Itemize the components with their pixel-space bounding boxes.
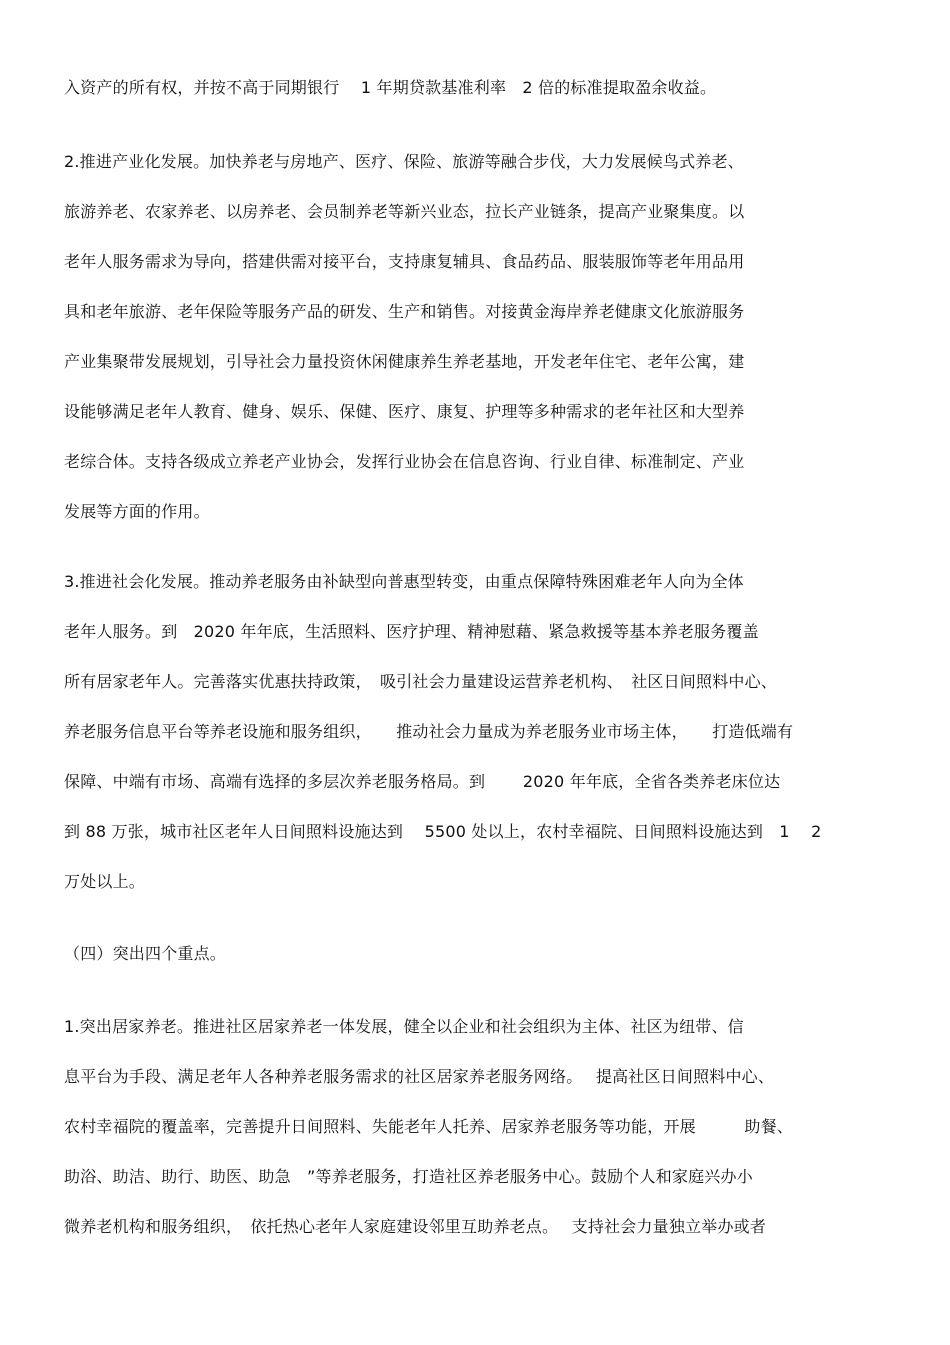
text-line: 产业集聚带发展规划，引导社会力量投资休闲健康养生养老基地，开发老年住宅、老年公寓，建 — [64, 352, 745, 371]
text-line: 保障、中端有市场、高端有选择的多层次养老服务格局。到 2020 年年底，全省各类养老床位达 — [64, 772, 781, 791]
text-line: 3.推进社会化发展。推动养老服务由补缺型向普惠型转变，由重点保障特殊困难老年人向为全体 — [64, 572, 744, 591]
text-line: 旅游养老、农家养老、以房养老、会员制养老等新兴业态，拉长产业链条，提高产业聚集度。以 — [64, 202, 745, 221]
text-line: 发展等方面的作用。 — [64, 502, 210, 521]
text-line: 助浴、助洁、助行、助医、助急 ”等养老服务，打造社区养老服务中心。鼓励个人和家庭兴办小 — [64, 1167, 753, 1186]
text-line: 2.推进产业化发展。加快养老与房地产、医疗、保险、旅游等融合步伐，大力发展候鸟式养老、 — [64, 152, 744, 171]
text-line: 养老服务信息平台等养老设施和服务组织， 推动社会力量成为养老服务业市场主体， 打造低端有 — [64, 722, 794, 741]
text-line: 微养老机构和服务组织， 依托热心老年人家庭建设邻里互助养老点。 支持社会力量独立举办或者 — [64, 1217, 767, 1236]
text-line: 1.突出居家养老。推进社区居家养老一体发展，健全以企业和社会组织为主体、社区为纽带、信 — [64, 1017, 744, 1036]
section-heading: （四）突出四个重点。 — [64, 944, 227, 963]
text-line: 入资产的所有权，并按不高于同期银行 1 年期贷款基准利率 2 倍的标准提取盈余收益。 — [64, 78, 717, 97]
text-line: 农村幸福院的覆盖率，完善提升日间照料、失能老年人托养、居家养老服务等功能，开展 助餐、 — [64, 1117, 794, 1136]
text-line: 到 88 万张，城市社区老年人日间照料设施达到 5500 处以上，农村幸福院、日间照料设施达到 1 2 — [64, 822, 822, 841]
text-line: 万处以上。 — [64, 872, 146, 891]
text-line: 所有居家老年人。完善落实优惠扶持政策， 吸引社会力量建设运营养老机构、 社区日间照料中心、 — [64, 672, 778, 691]
text-line: 息平台为手段、满足老年人各种养老服务需求的社区居家养老服务网络。 提高社区日间照料中心、 — [64, 1067, 775, 1086]
text-line: 老年人服务。到 2020 年年底，生活照料、医疗护理、精神慰藉、紧急救援等基本养老服务覆盖 — [64, 622, 759, 641]
text-line: 老综合体。支持各级成立养老产业协会，发挥行业协会在信息咨询、行业自律、标准制定、产业 — [64, 452, 745, 471]
text-line: 老年人服务需求为导向，搭建供需对接平台，支持康复辅具、食品药品、服装服饰等老年用品用 — [64, 252, 745, 271]
text-line: 具和老年旅游、老年保险等服务产品的研发、生产和销售。对接黄金海岸养老健康文化旅游服务 — [64, 302, 745, 321]
text-line: 设能够满足老年人教育、健身、娱乐、保健、医疗、康复、护理等多种需求的老年社区和大型养 — [64, 402, 745, 421]
